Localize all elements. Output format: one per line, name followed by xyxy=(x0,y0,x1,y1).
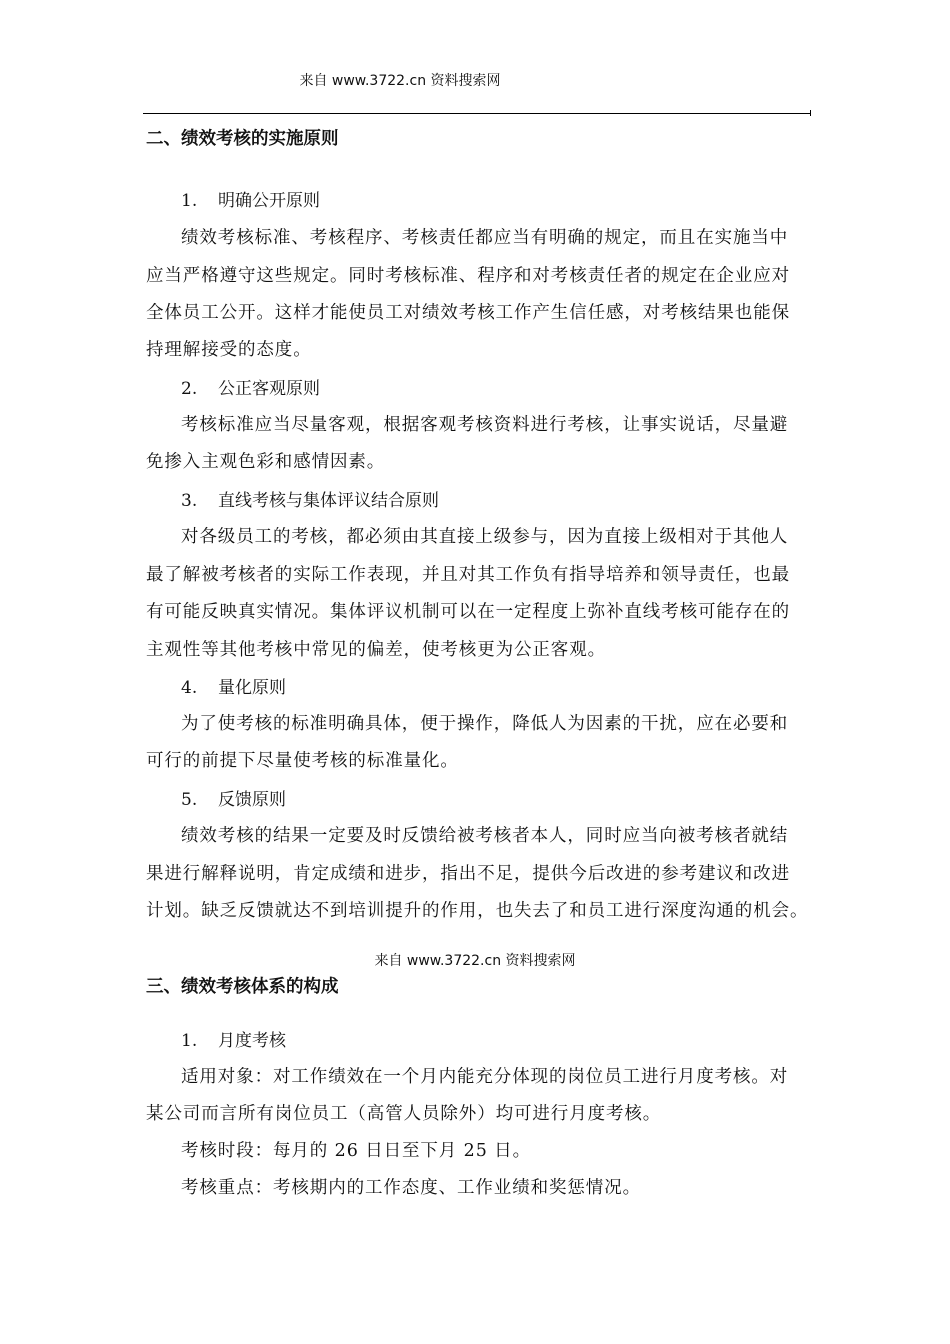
section-heading: 三、绩效考核体系的构成 xyxy=(146,977,339,997)
item-heading xyxy=(181,673,286,698)
item-title: 明确公开原则 xyxy=(218,191,320,211)
header-rule xyxy=(143,113,811,114)
paragraph-line: 考核时段：每月的 26 日日至下月 25 日。 xyxy=(181,1141,531,1161)
paragraph-line: 考核重点：考核期内的工作态度、工作业绩和奖惩情况。 xyxy=(181,1178,641,1198)
paragraph-line: 考核标准应当尽量客观，根据客观考核资料进行考核，让事实说话，尽量避 xyxy=(181,415,789,435)
item-heading xyxy=(181,1026,286,1051)
item-heading xyxy=(181,785,286,810)
mid-page-source: 来自 www.3722.cn 资料搜索网 xyxy=(374,953,576,969)
paragraph-line: 为了使考核的标准明确具体，便于操作，降低人为因素的干扰，应在必要和 xyxy=(181,714,789,734)
item-title: 反馈原则 xyxy=(218,790,286,810)
paragraph-line: 对各级员工的考核，都必须由其直接上级参与，因为直接上级相对于其他人 xyxy=(181,527,789,547)
paragraph-line: 免掺入主观色彩和感情因素。 xyxy=(146,452,386,472)
item-number: 1. xyxy=(181,191,198,211)
item-number: 5. xyxy=(181,790,198,810)
item-title: 公正客观原则 xyxy=(218,379,320,399)
paragraph-line: 果进行解释说明，肯定成绩和进步，指出不足，提供今后改进的参考建议和改进 xyxy=(146,864,790,884)
paragraph-line: 绩效考核标准、考核程序、考核责任都应当有明确的规定，而且在实施当中 xyxy=(181,228,789,248)
paragraph-line: 持理解接受的态度。 xyxy=(146,340,312,360)
item-number: 3. xyxy=(181,491,198,511)
paragraph-line: 应当严格遵守这些规定。同时考核标准、程序和对考核责任者的规定在企业应对 xyxy=(146,266,790,286)
item-heading xyxy=(181,186,320,211)
item-title: 量化原则 xyxy=(218,678,286,698)
item-title: 直线考核与集体评议结合原则 xyxy=(218,491,439,511)
section-heading: 二、绩效考核的实施原则 xyxy=(146,129,339,149)
page-header-source: 来自 www.3722.cn 资料搜索网 xyxy=(299,73,501,89)
paragraph-line: 主观性等其他考核中常见的偏差，使考核更为公正客观。 xyxy=(146,640,606,660)
paragraph-line: 某公司而言所有岗位员工（高管人员除外）均可进行月度考核。 xyxy=(146,1104,662,1124)
paragraph-line: 绩效考核的结果一定要及时反馈给被考核者本人，同时应当向被考核者就结 xyxy=(181,826,789,846)
item-heading xyxy=(181,486,439,511)
item-heading xyxy=(181,374,320,399)
header-rule-tick xyxy=(810,110,811,116)
paragraph-line: 适用对象：对工作绩效在一个月内能充分体现的岗位员工进行月度考核。对 xyxy=(181,1067,789,1087)
item-title: 月度考核 xyxy=(218,1031,286,1051)
paragraph-line: 最了解被考核者的实际工作表现，并且对其工作负有指导培养和领导责任，也最 xyxy=(146,565,790,585)
paragraph-line: 全体员工公开。这样才能使员工对绩效考核工作产生信任感，对考核结果也能保 xyxy=(146,303,790,323)
paragraph-line: 计划。缺乏反馈就达不到培训提升的作用，也失去了和员工进行深度沟通的机会。 xyxy=(146,901,809,921)
item-number: 4. xyxy=(181,678,198,698)
paragraph-line: 有可能反映真实情况。集体评议机制可以在一定程度上弥补直线考核可能存在的 xyxy=(146,602,790,622)
paragraph-line: 可行的前提下尽量使考核的标准量化。 xyxy=(146,751,459,771)
item-number: 1. xyxy=(181,1031,198,1051)
item-number: 2. xyxy=(181,379,198,399)
